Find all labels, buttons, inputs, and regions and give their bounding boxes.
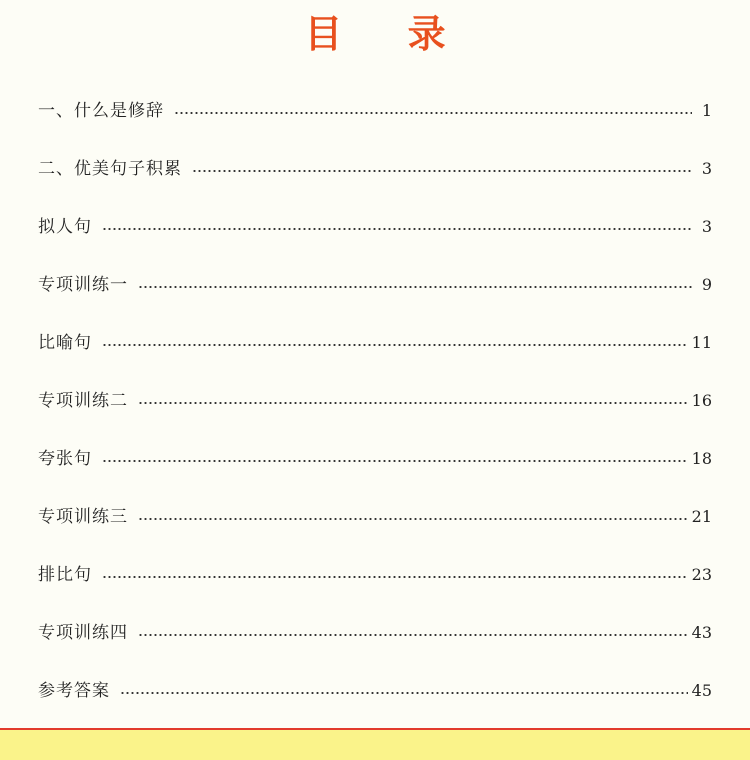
toc-entry-page: 45 <box>691 681 712 700</box>
table-of-contents <box>38 82 712 720</box>
toc-entry[interactable] <box>38 488 712 546</box>
toc-entry[interactable] <box>38 546 712 604</box>
dot-leader <box>192 170 692 172</box>
page-title: 目 录 <box>304 12 472 56</box>
dot-leader <box>138 402 688 404</box>
dot-leader <box>138 634 688 636</box>
toc-entry-label: 参考答案 <box>38 681 110 701</box>
toc-entry-page: 16 <box>691 391 712 410</box>
toc-entry[interactable] <box>38 604 712 662</box>
toc-entry[interactable] <box>38 430 712 488</box>
toc-entry-label: 专项训练四 <box>38 623 128 643</box>
toc-entry-label: 专项训练三 <box>38 507 128 527</box>
toc-entry[interactable] <box>38 662 712 720</box>
dot-leader <box>174 112 692 114</box>
dot-leader <box>120 692 688 694</box>
toc-entry-label: 专项训练二 <box>38 391 128 411</box>
toc-entry-page: 21 <box>691 507 712 526</box>
toc-entry-label: 拟人句 <box>38 217 92 237</box>
dot-leader <box>138 518 688 520</box>
dot-leader <box>102 460 688 462</box>
toc-entry[interactable] <box>38 314 712 372</box>
dot-leader <box>138 286 692 288</box>
toc-entry-page: 1 <box>701 101 712 120</box>
toc-entry-label: 一、什么是修辞 <box>38 101 164 121</box>
toc-entry-page: 3 <box>701 217 712 236</box>
toc-entry[interactable] <box>38 198 712 256</box>
toc-entry-page: 3 <box>701 159 712 178</box>
toc-entry[interactable] <box>38 372 712 430</box>
toc-entry-page: 18 <box>691 449 712 468</box>
toc-entry-label: 二、优美句子积累 <box>38 159 182 179</box>
dot-leader <box>102 228 692 230</box>
dot-leader <box>102 344 688 346</box>
toc-entry-page: 23 <box>691 565 712 584</box>
toc-entry[interactable] <box>38 256 712 314</box>
toc-entry-label: 夸张句 <box>38 449 92 469</box>
toc-entry-page: 11 <box>691 333 712 352</box>
toc-entry[interactable] <box>38 82 712 140</box>
toc-entry-label: 比喻句 <box>38 333 92 353</box>
toc-entry-page: 9 <box>701 275 712 294</box>
toc-entry[interactable] <box>38 140 712 198</box>
toc-entry-page: 43 <box>691 623 712 642</box>
footer-band <box>0 728 750 760</box>
toc-entry-label: 排比句 <box>38 565 92 585</box>
dot-leader <box>102 576 688 578</box>
toc-entry-label: 专项训练一 <box>38 275 128 295</box>
